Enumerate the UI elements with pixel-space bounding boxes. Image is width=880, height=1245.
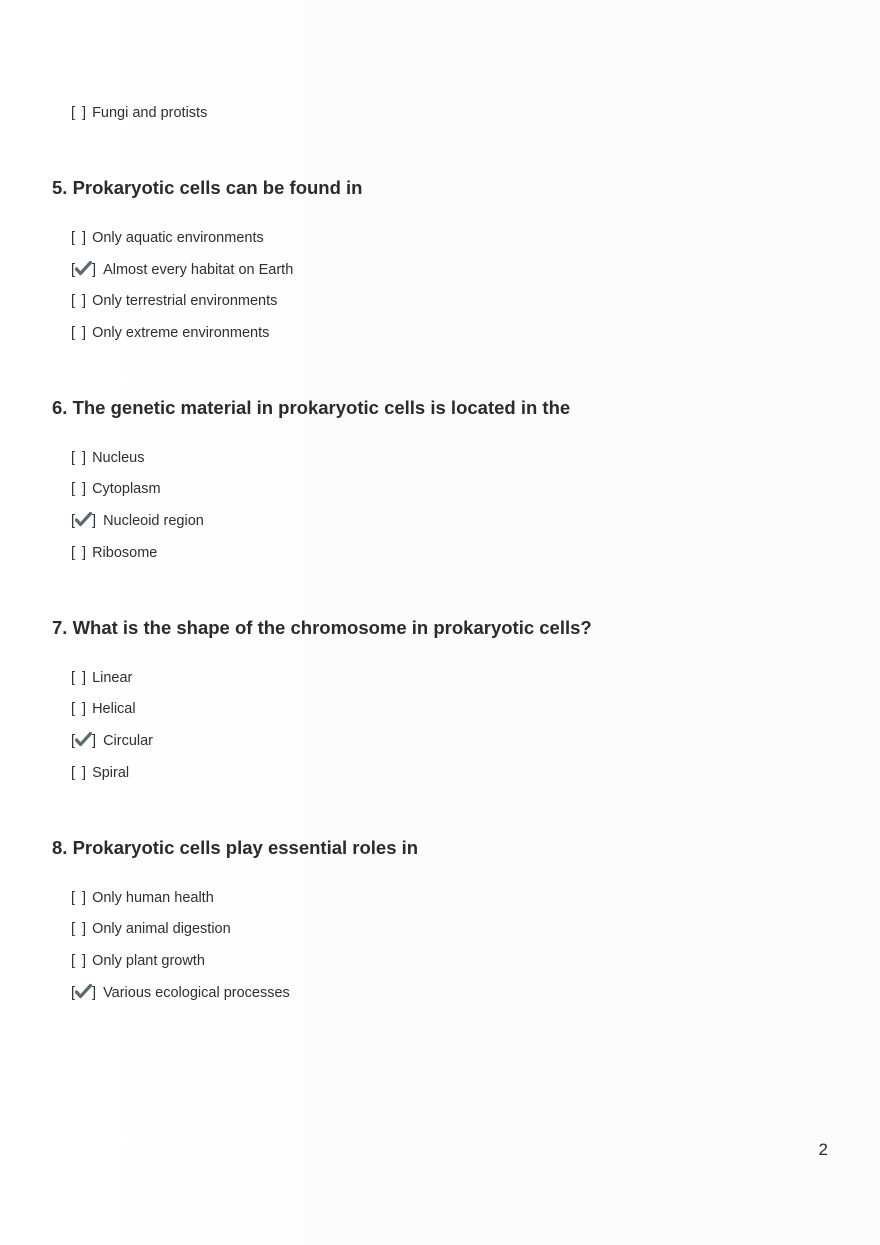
answer-option-correct <box>71 984 290 1002</box>
answer-option <box>71 229 264 247</box>
answer-option-label: Only human health <box>92 890 214 906</box>
answer-option-correct <box>71 732 153 750</box>
checkbox-empty: [ ] <box>71 670 87 686</box>
answer-option-correct <box>71 261 293 279</box>
answer-option-label: Only terrestrial environments <box>92 293 278 309</box>
checkmark-icon <box>75 984 92 999</box>
answer-option-label: Helical <box>92 701 136 717</box>
answer-option <box>71 669 132 687</box>
answer-option-label: Nucleus <box>92 450 145 466</box>
answer-option-label: Ribosome <box>92 545 158 561</box>
answer-option-label: Cytoplasm <box>92 481 161 497</box>
answer-option <box>71 449 144 467</box>
answer-option <box>71 952 205 970</box>
question-title: 5. Prokaryotic cells can be found in <box>52 177 363 198</box>
checkmark-icon <box>75 512 92 527</box>
answer-option <box>71 292 277 310</box>
checkmark-icon <box>75 732 92 747</box>
answer-option <box>71 104 207 122</box>
checkbox-empty: [ ] <box>71 890 87 906</box>
checkmark-icon <box>75 261 92 276</box>
checkbox-empty: [ ] <box>71 293 87 309</box>
answer-option-label: Nucleoid region <box>103 513 204 529</box>
answer-option <box>71 324 269 342</box>
checkbox-checked: [ ] <box>71 262 97 278</box>
checkbox-checked: [ ] <box>71 733 97 749</box>
question-title: 8. Prokaryotic cells play essential roles in <box>52 837 419 858</box>
checkbox-empty: [ ] <box>71 450 87 466</box>
checkbox-empty: [ ] <box>71 545 87 561</box>
answer-option <box>71 544 157 562</box>
answer-option-label: Circular <box>103 733 154 749</box>
answer-option-label: Only extreme environments <box>92 325 270 341</box>
answer-option-label: Only animal digestion <box>92 921 231 937</box>
checkbox-empty: [ ] <box>71 230 87 246</box>
page-number: 2 <box>818 1140 828 1159</box>
checkbox-checked: [ ] <box>71 513 97 529</box>
answer-option <box>71 920 231 938</box>
checkbox-empty: [ ] <box>71 701 87 717</box>
answer-option-label: Fungi and protists <box>92 105 208 121</box>
answer-option-label: Only plant growth <box>92 953 205 969</box>
answer-option-label: Almost every habitat on Earth <box>103 262 294 278</box>
checkbox-checked: [ ] <box>71 985 97 1001</box>
question-title: 6. The genetic material in prokaryotic cells is located in the <box>52 397 571 418</box>
checkbox-empty: [ ] <box>71 765 87 781</box>
answer-option <box>71 480 161 498</box>
checkbox-empty: [ ] <box>71 953 87 969</box>
answer-option-label: Various ecological processes <box>103 985 290 1001</box>
answer-option-label: Spiral <box>92 765 130 781</box>
checkbox-empty: [ ] <box>71 325 87 341</box>
answer-option <box>71 889 214 907</box>
answer-option-label: Linear <box>92 670 133 686</box>
answer-option-label: Only aquatic environments <box>92 230 264 246</box>
question-title: 7. What is the shape of the chromosome in prokaryotic cells? <box>52 617 592 638</box>
answer-option-correct <box>71 512 204 530</box>
answer-option <box>71 700 136 718</box>
checkbox-empty: [ ] <box>71 481 87 497</box>
checkbox-empty: [ ] <box>71 105 87 121</box>
answer-option <box>71 764 129 782</box>
checkbox-empty: [ ] <box>71 921 87 937</box>
